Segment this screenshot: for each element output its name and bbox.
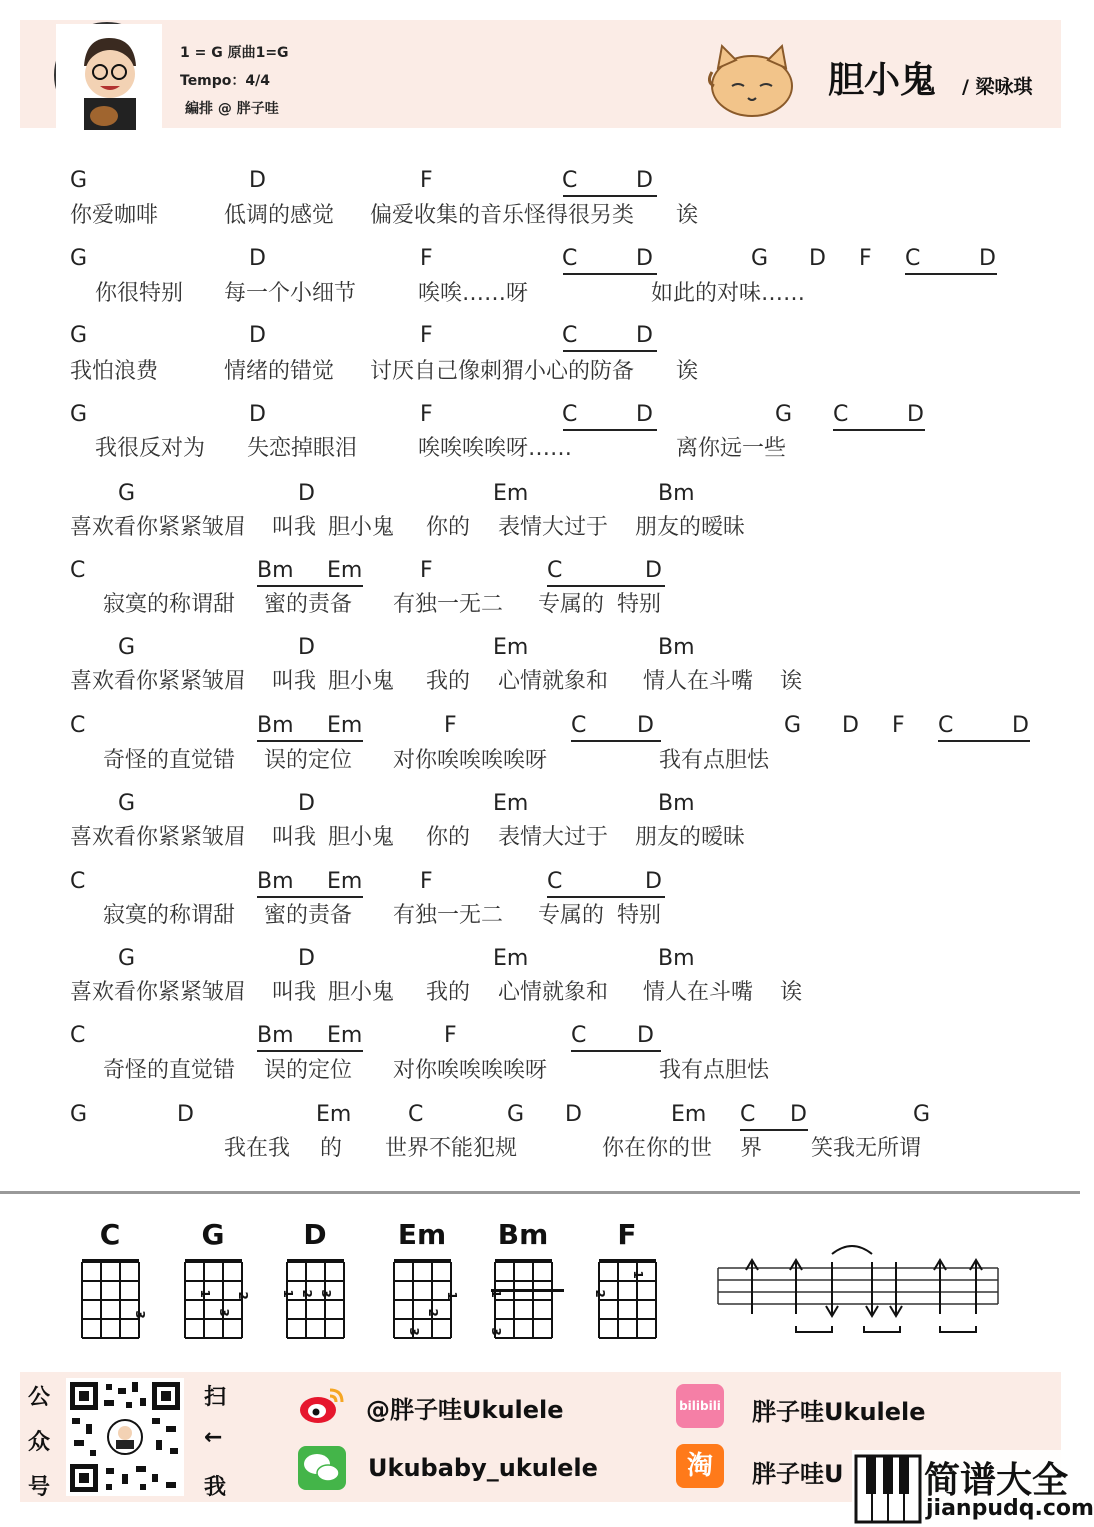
chord-label: G [507, 1102, 525, 1127]
lyric-text: 特别 [617, 592, 662, 617]
nut [599, 1259, 656, 1263]
chord-beat-bar [905, 273, 997, 275]
lyric-text: 误的定位 [264, 1058, 353, 1083]
chord-label: Em [327, 869, 363, 894]
chord-label: Em [327, 1023, 363, 1048]
chord-label: G [118, 946, 136, 971]
lyric-text: 你很特别 [95, 281, 184, 306]
nut [82, 1259, 139, 1263]
chord-label: F [892, 713, 905, 738]
chord-beat-bar [938, 740, 1030, 742]
chord-label: C [70, 713, 86, 738]
lyric-text: 胆小鬼 [328, 669, 395, 694]
nut [185, 1259, 242, 1263]
chord-beat-bar [257, 585, 363, 587]
lyric-text: 奇怪的直觉错 [103, 1058, 236, 1083]
chord-label: C [571, 713, 587, 738]
chord-label: C [562, 246, 578, 271]
tempo: Tempo：4/4 [180, 73, 271, 89]
lyric-text: 讨厌自己像刺猬小心的防备 [370, 359, 635, 384]
chord-beat-bar [740, 1129, 808, 1131]
chord-label: D [298, 481, 315, 506]
chord-diagram-name: Bm [497, 1218, 549, 1251]
bilibili-icon[interactable]: bilibili [676, 1384, 724, 1428]
chord-beat-bar [563, 350, 657, 352]
chord-label: Em [493, 481, 529, 506]
chord-diagram-name: Em [397, 1218, 447, 1251]
watermark-url: jianpudq.com [926, 1496, 1094, 1521]
chord-label: D [809, 246, 826, 271]
lyric-text: 我有点胆怯 [659, 1058, 770, 1083]
chord-label: G [118, 635, 136, 660]
finger-number: 1 [631, 1270, 645, 1279]
chord-label: G [70, 246, 88, 271]
chord-label: D [249, 246, 266, 271]
finger-number: 1 [281, 1289, 295, 1298]
chord-label: C [408, 1102, 424, 1127]
lyric-text: 低调的感觉 [224, 203, 335, 228]
lyric-text: 心情就象和 [498, 980, 609, 1005]
chord-label: C [70, 558, 86, 583]
chord-beat-bar [571, 740, 661, 742]
lyric-text: 对你唉唉唉唉呀 [393, 1058, 548, 1083]
chord-label: C [833, 402, 849, 427]
wechat-icon[interactable] [298, 1446, 346, 1490]
chord-beat-bar [833, 429, 925, 431]
chord-diagram-g [181, 1218, 251, 1348]
fretboard [78, 1258, 146, 1342]
lyric-text: 我有点胆怯 [659, 748, 770, 773]
lyric-text: 偏爱收集的音乐怪得很另类 [370, 203, 635, 228]
section-divider [0, 1191, 1080, 1194]
chord-label: F [420, 323, 433, 348]
chord-label: Bm [257, 869, 294, 894]
watermark-title: 简谱大全 [924, 1460, 1069, 1501]
chord-label: D [907, 402, 924, 427]
scan-label-char: 我 [204, 1475, 227, 1500]
qr-code-icon[interactable] [66, 1378, 184, 1496]
lyric-text: 朋友的暧昧 [635, 825, 746, 850]
finger-number: 2 [593, 1289, 607, 1298]
chord-label: G [70, 168, 88, 193]
lyric-text: 唉唉唉唉呀…… [418, 436, 573, 461]
chord-label: G [118, 481, 136, 506]
nut [394, 1259, 451, 1263]
lyric-text: 心情就象和 [498, 669, 609, 694]
chord-diagram-name: C [99, 1218, 121, 1251]
chord-label: C [70, 1023, 86, 1048]
chord-label: Em [671, 1102, 707, 1127]
chord-label: Em [493, 791, 529, 816]
chord-label: Em [493, 635, 529, 660]
chord-sheet [0, 130, 1080, 1190]
chord-diagram-f [595, 1218, 665, 1348]
cat-mascot-icon [692, 28, 802, 120]
chord-label: Bm [257, 558, 294, 583]
weibo-icon[interactable] [298, 1382, 346, 1426]
chord-label: Em [493, 946, 529, 971]
lyric-text: 朋友的暧昧 [635, 515, 746, 540]
chord-label: C [740, 1102, 756, 1127]
chord-label: Em [327, 558, 363, 583]
lyric-text: 喜欢看你紧紧皱眉 [70, 825, 247, 850]
chord-label: G [70, 402, 88, 427]
chord-label: F [420, 246, 433, 271]
finger-number: 3 [319, 1289, 333, 1298]
lyric-text: 奇怪的直觉错 [103, 748, 236, 773]
lyric-text: 你爱咖啡 [70, 203, 159, 228]
lyric-text: 情人在斗嘴 [643, 669, 754, 694]
chord-label: D [249, 402, 266, 427]
lyric-text: 专属的 [538, 903, 605, 928]
chord-label: C [562, 402, 578, 427]
chord-label: Em [327, 713, 363, 738]
lyric-text: 诶 [780, 669, 803, 694]
chord-label: D [298, 791, 315, 816]
chord-label: G [775, 402, 793, 427]
finger-number: 1 [489, 1289, 503, 1298]
lyric-text: 每一个小细节 [224, 281, 357, 306]
strum-pattern [716, 1242, 1006, 1342]
tie-arc [832, 1246, 872, 1254]
lyric-text: 叫我 [272, 825, 317, 850]
chord-label: D [979, 246, 996, 271]
lyric-text: 我怕浪费 [70, 359, 159, 384]
lyric-text: 胆小鬼 [328, 515, 395, 540]
key-signature: 1 = G 原曲1=G [180, 45, 289, 61]
finger-number: 3 [489, 1327, 503, 1336]
chord-label: D [842, 713, 859, 738]
chord-label: Bm [658, 791, 695, 816]
chord-label: D [637, 713, 654, 738]
chord-label: F [420, 168, 433, 193]
lyric-text: 离你远一些 [676, 436, 787, 461]
chord-beat-bar [547, 585, 665, 587]
chord-label: D [177, 1102, 194, 1127]
wechat-id[interactable]: Ukubaby_ukulele [368, 1454, 598, 1482]
chord-diagram-name: D [303, 1218, 327, 1251]
chord-label: D [645, 558, 662, 583]
lyric-text: 喜欢看你紧紧皱眉 [70, 515, 247, 540]
finger-number: 3 [133, 1310, 147, 1319]
lyric-text: 你的 [426, 515, 471, 540]
chord-label: F [444, 1023, 457, 1048]
chord-label: Bm [658, 481, 695, 506]
chord-label: C [562, 323, 578, 348]
fretboard [181, 1258, 249, 1342]
lyric-text: 特别 [617, 903, 662, 928]
chord-label: Em [316, 1102, 352, 1127]
chord-diagram-em [390, 1218, 460, 1348]
song-title: 胆小鬼 [828, 59, 937, 101]
chord-beat-bar [563, 273, 657, 275]
chord-label: F [420, 402, 433, 427]
lyric-text: 对你唉唉唉唉呀 [393, 748, 548, 773]
site-watermark[interactable] [852, 1450, 1094, 1527]
chord-label: C [547, 558, 563, 583]
chord-label: D [565, 1102, 582, 1127]
lyric-text: 喜欢看你紧紧皱眉 [70, 669, 247, 694]
gzh-label-char: 公 [28, 1385, 51, 1410]
chord-beat-bar [563, 429, 657, 431]
taobao-account[interactable]: 胖子哇U [752, 1460, 844, 1488]
lyric-text: 界 [740, 1136, 763, 1161]
chord-diagram-d [283, 1218, 353, 1348]
chord-label: D [636, 168, 653, 193]
chord-label: G [751, 246, 769, 271]
chord-diagram-bm [491, 1218, 561, 1348]
nut [495, 1259, 552, 1263]
chord-beat-bar [257, 896, 363, 898]
chord-label: D [636, 323, 653, 348]
chord-label: D [645, 869, 662, 894]
lyric-text: 诶 [780, 980, 803, 1005]
lyric-text: 你的 [426, 825, 471, 850]
chord-label: F [420, 558, 433, 583]
lyric-text: 我的 [426, 669, 471, 694]
chord-label: C [905, 246, 921, 271]
chord-beat-bar [563, 195, 657, 197]
lyric-text: 我的 [426, 980, 471, 1005]
lyric-text: 的 [320, 1136, 343, 1161]
lyric-text: 我在我 [224, 1136, 291, 1161]
lyric-text: 叫我 [272, 669, 317, 694]
chord-beat-bar [547, 896, 665, 898]
song-artist: / 梁咏琪 [962, 76, 1033, 98]
lyric-text: 喜欢看你紧紧皱眉 [70, 980, 247, 1005]
fretboard [595, 1258, 663, 1342]
nut [287, 1259, 344, 1263]
chord-diagram-name: G [201, 1218, 225, 1251]
chord-label: D [249, 168, 266, 193]
chord-label: C [70, 869, 86, 894]
piano-keys-icon [856, 1456, 920, 1522]
chord-label: F [444, 713, 457, 738]
chord-label: F [859, 246, 872, 271]
arranger: 編排 @ 胖子哇 [185, 101, 279, 117]
fretboard [283, 1258, 351, 1342]
beam-bracket [796, 1326, 832, 1332]
chord-label: Bm [257, 713, 294, 738]
finger-number: 3 [217, 1308, 231, 1317]
beam-bracket [864, 1326, 900, 1332]
gzh-label-char: 众 [28, 1430, 51, 1455]
chord-label: D [636, 402, 653, 427]
lyric-text: 胆小鬼 [328, 980, 395, 1005]
lyric-text: 笑我无所谓 [811, 1136, 922, 1161]
lyric-text: 世界不能犯规 [385, 1136, 518, 1161]
lyric-text: 专属的 [538, 592, 605, 617]
chord-label: D [298, 946, 315, 971]
chord-label: D [790, 1102, 807, 1127]
chord-label: D [298, 635, 315, 660]
lyric-text: 寂寞的称谓甜 [103, 592, 236, 617]
chord-diagram-name: F [617, 1218, 637, 1251]
taobao-icon[interactable]: 淘 [676, 1444, 724, 1488]
chord-label: Bm [658, 635, 695, 660]
chord-label: D [249, 323, 266, 348]
beam-bracket [940, 1326, 976, 1332]
chord-label: G [118, 791, 136, 816]
chord-label: C [571, 1023, 587, 1048]
fretboard [491, 1258, 571, 1342]
weibo-handle[interactable]: @胖子哇Ukulele [366, 1396, 564, 1424]
lyric-text: 你在你的世 [602, 1136, 713, 1161]
lyric-text: 我很反对为 [95, 436, 206, 461]
scan-label-char: ← [204, 1425, 223, 1450]
lyric-text: 情绪的错觉 [224, 359, 335, 384]
lyric-text: 有独一无二 [393, 592, 504, 617]
lyric-text: 失恋掉眼泪 [247, 436, 358, 461]
finger-number: 1 [198, 1289, 212, 1298]
chord-label: D [636, 246, 653, 271]
avatar [54, 22, 160, 128]
lyric-text: 蜜的责备 [264, 592, 353, 617]
chord-label: C [547, 869, 563, 894]
chord-label: G [70, 1102, 88, 1127]
chord-label: C [938, 713, 954, 738]
bilibili-account[interactable]: 胖子哇Ukulele [752, 1398, 926, 1426]
lyric-text: 诶 [676, 359, 699, 384]
lyric-text: 叫我 [272, 515, 317, 540]
chord-label: Bm [257, 1023, 294, 1048]
chord-beat-bar [571, 1050, 661, 1052]
lyric-text: 叫我 [272, 980, 317, 1005]
lyric-text: 诶 [676, 203, 699, 228]
finger-number: 3 [407, 1327, 421, 1336]
chord-label: D [637, 1023, 654, 1048]
chord-label: G [913, 1102, 931, 1127]
lyric-text: 情人在斗嘴 [643, 980, 754, 1005]
chord-label: F [420, 869, 433, 894]
finger-number: 2 [300, 1289, 314, 1298]
lyric-text: 寂寞的称谓甜 [103, 903, 236, 928]
finger-number: 1 [445, 1291, 459, 1300]
lyric-text: 唉唉……呀 [418, 281, 529, 306]
chord-beat-bar [257, 1050, 363, 1052]
lyric-text: 蜜的责备 [264, 903, 353, 928]
chord-label: Bm [658, 946, 695, 971]
lyric-text: 有独一无二 [393, 903, 504, 928]
gzh-label-char: 号 [28, 1475, 51, 1500]
scan-label-char: 扫 [204, 1385, 227, 1410]
finger-number: 2 [236, 1291, 250, 1300]
finger-number: 2 [426, 1308, 440, 1317]
chord-label: C [562, 168, 578, 193]
chord-label: D [1012, 713, 1029, 738]
header-bar [20, 20, 1061, 128]
chord-beat-bar [257, 740, 363, 742]
lyric-text: 表情大过于 [498, 825, 609, 850]
lyric-text: 表情大过于 [498, 515, 609, 540]
lyric-text: 如此的对味…… [651, 281, 806, 306]
fretboard [390, 1258, 458, 1342]
chord-diagram-c [78, 1218, 148, 1348]
chord-label: G [784, 713, 802, 738]
lyric-text: 误的定位 [264, 748, 353, 773]
chord-label: G [70, 323, 88, 348]
lyric-text: 胆小鬼 [328, 825, 395, 850]
